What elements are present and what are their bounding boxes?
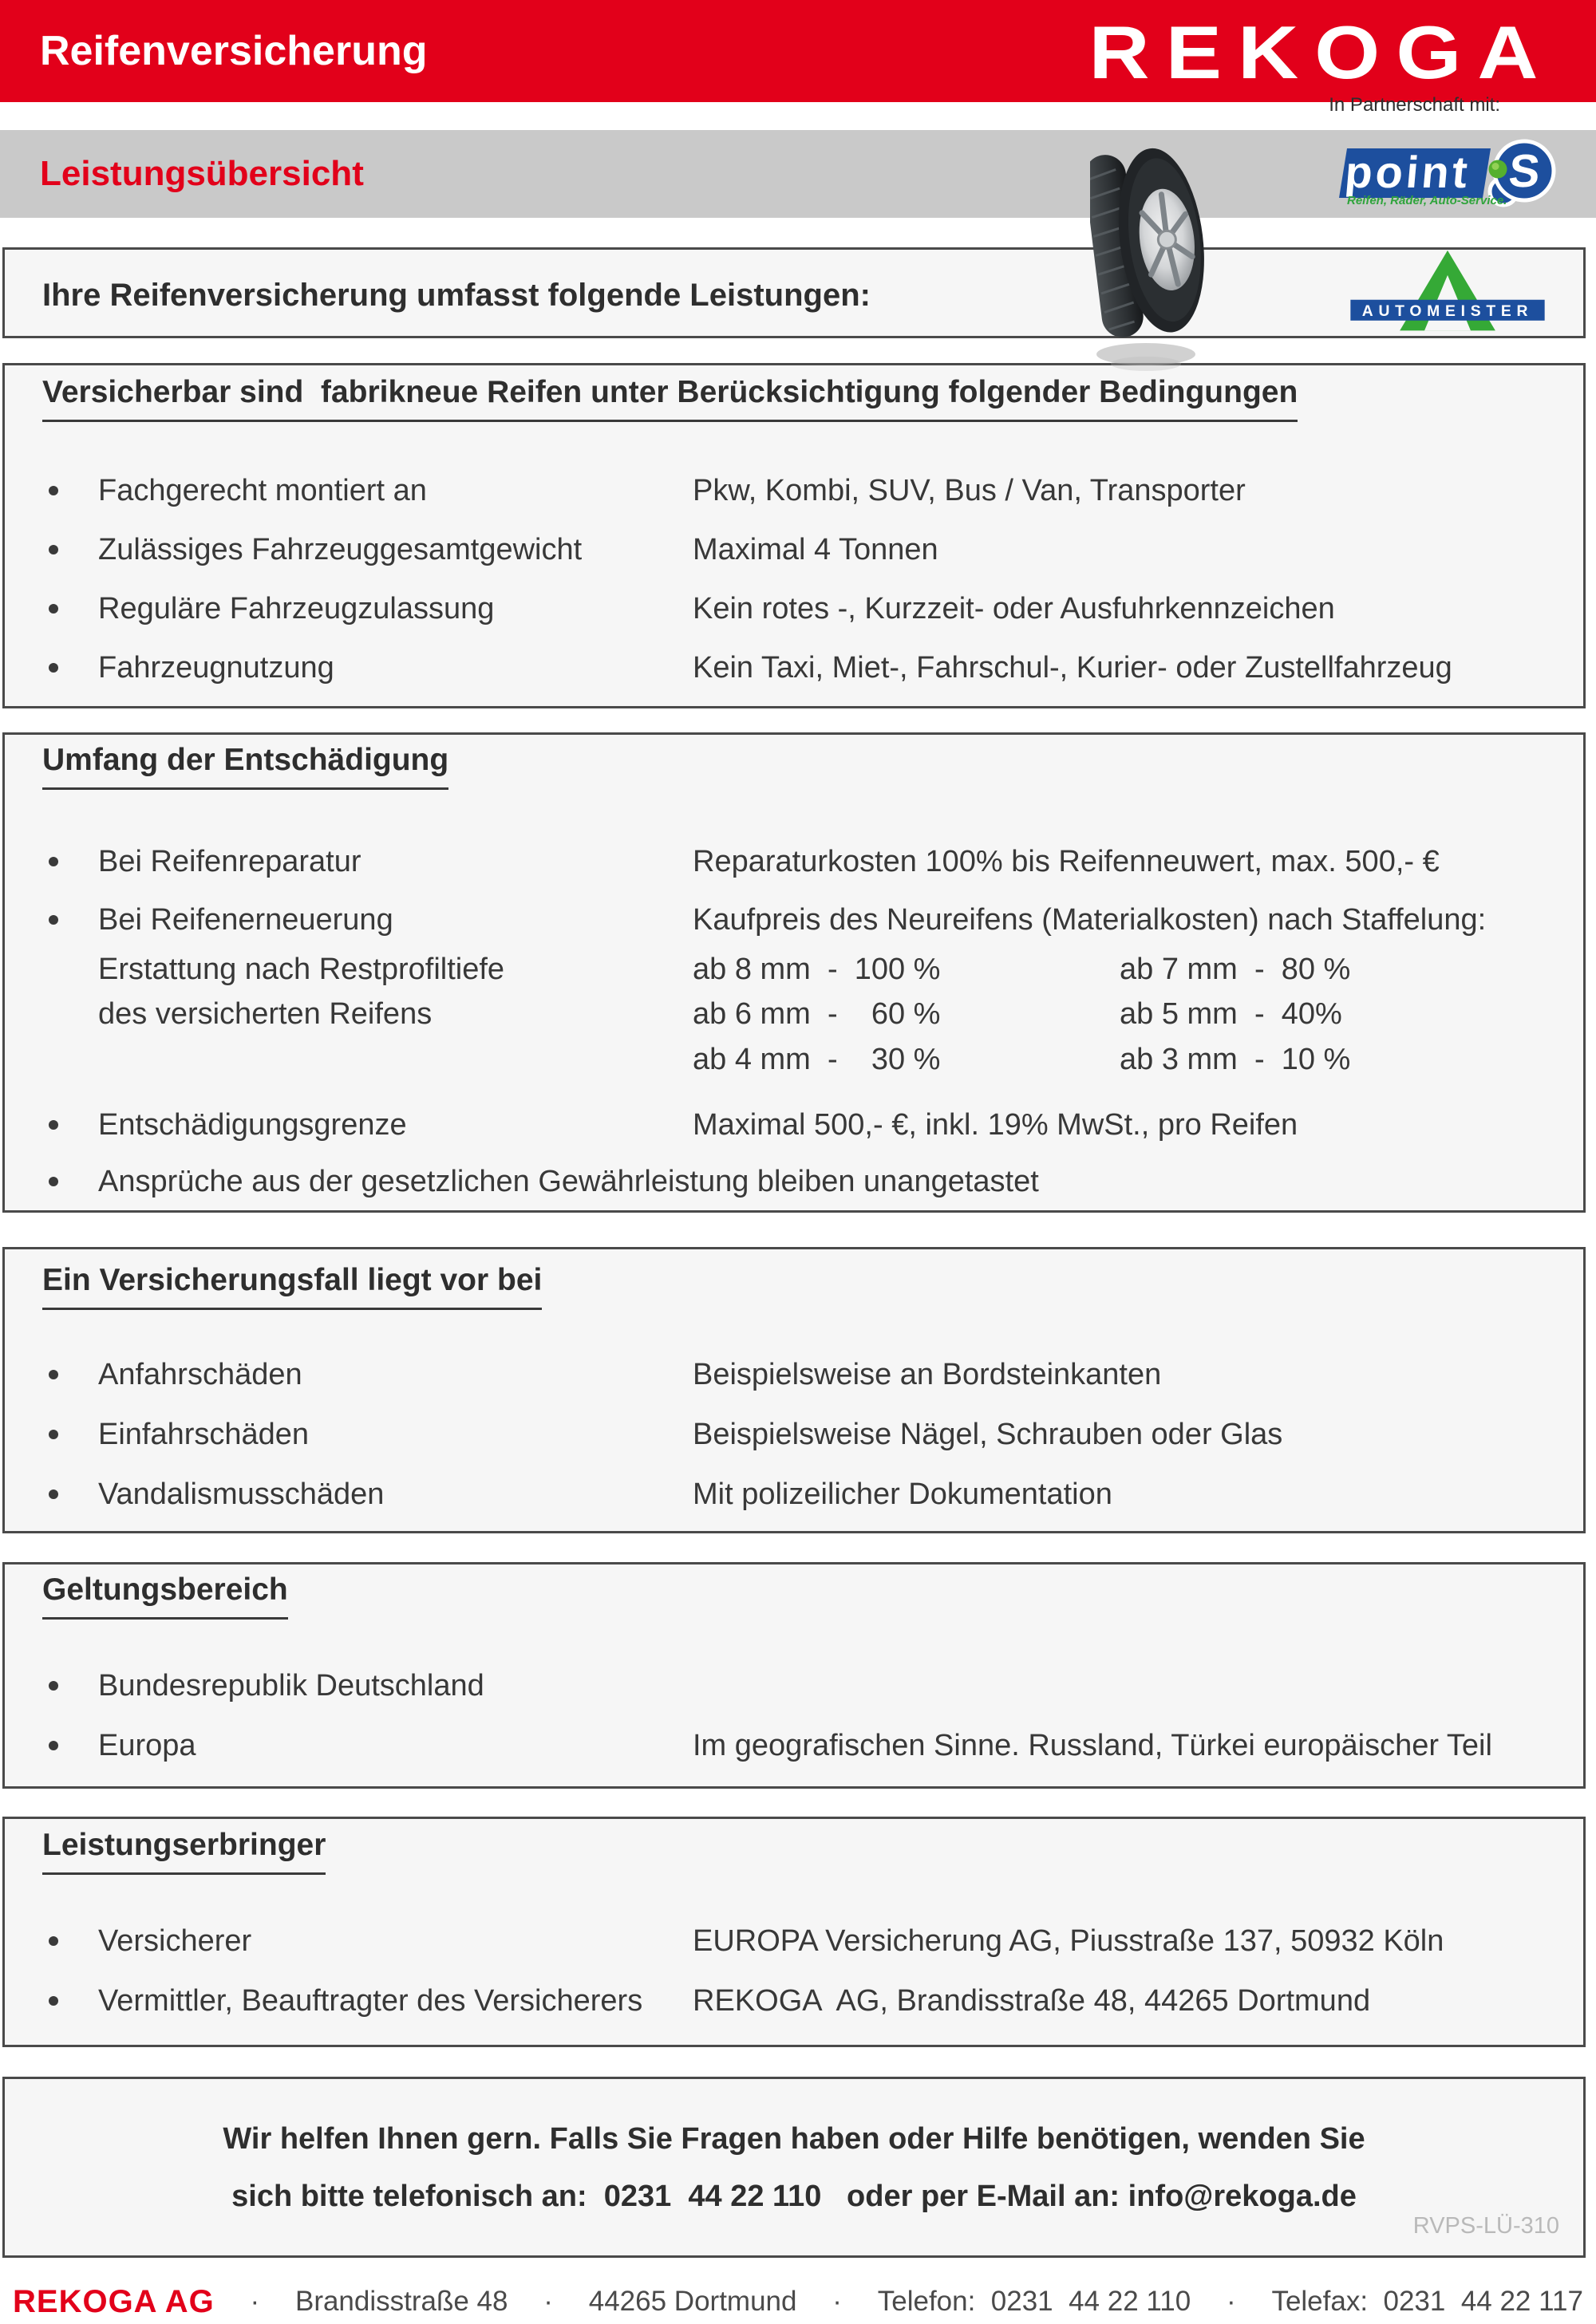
point-s-tagline: Reifen, Räder, Auto-Service. — [1347, 194, 1507, 207]
footer-fax: Telefax: 0231 44 22 117 — [1271, 2286, 1583, 2317]
item-label: Europa — [98, 1729, 196, 1762]
item-value: Reparaturkosten 100% bis Reifenneuwert, max. 500,- € — [693, 845, 1440, 878]
list-item — [5, 902, 1583, 938]
intro-text: Ihre Reifenversicherung umfasst folgende Leistungen: — [42, 278, 871, 313]
item-label: Vermittler, Beauftragter des Versicherers — [98, 1984, 643, 2018]
separator-dot: · — [832, 2286, 842, 2317]
section-umfang — [2, 732, 1586, 1213]
help-text-line1: Wir helfen Ihnen gern. Falls Sie Fragen haben oder Hilfe benötigen, wenden Sie — [223, 2122, 1365, 2156]
item-label: Anfahrschäden — [98, 1358, 302, 1391]
item-value: Kaufpreis des Neureifens (Materialkosten) nach Staffelung: — [693, 903, 1487, 937]
subtitle: Leistungsübersicht — [40, 154, 364, 193]
footer — [13, 2280, 1583, 2323]
section-heading: Leistungserbringer — [42, 1827, 326, 1875]
item-label: Erstattung nach Restprofiltiefe — [98, 953, 505, 986]
item-label: Bundesrepublik Deutschland — [98, 1669, 484, 1703]
bullet-icon — [49, 1681, 58, 1691]
list-item — [5, 843, 1583, 880]
item-value: Kein rotes -, Kurzzeit- oder Ausfuhrkennzeichen — [693, 592, 1335, 625]
point-s-wordmark: point — [1343, 147, 1473, 197]
tire-body — [1090, 145, 1214, 341]
item-value: Maximal 500,- €, inkl. 19% MwSt., pro Reifen — [693, 1108, 1298, 1142]
list-item — [5, 1416, 1583, 1453]
tread-depth-col1: ab 4 mm - 30 % — [693, 1043, 941, 1076]
header-bar — [0, 0, 1596, 102]
item-value: Beispielsweise an Bordsteinkanten — [693, 1358, 1162, 1391]
section-geltungsbereich — [2, 1562, 1586, 1789]
tread-depth-col2: ab 7 mm - 80 % — [1120, 953, 1351, 986]
item-label: Vandalismusschäden — [98, 1478, 385, 1511]
footer-address-city: 44265 Dortmund — [588, 2286, 797, 2317]
bullet-icon — [49, 604, 58, 614]
item-label: Bei Reifenreparatur — [98, 845, 361, 878]
tire-shadow-soft — [1111, 357, 1181, 371]
item-value: Mit polizeilicher Dokumentation — [693, 1478, 1112, 1511]
footer-brand: REKOGA AG — [13, 2283, 215, 2319]
list-item — [5, 1923, 1583, 1959]
section-heading: Ein Versicherungsfall liegt vor bei — [42, 1262, 542, 1310]
partnership-label: In Partnerschaft mit: — [1329, 94, 1500, 116]
item-label: Zulässiges Fahrzeuggesamtgewicht — [98, 533, 583, 566]
footer-address-street: Brandisstraße 48 — [294, 2286, 508, 2317]
section-leistungserbringer — [2, 1817, 1586, 2047]
list-item — [5, 531, 1583, 568]
list-item-continuation — [5, 996, 1583, 1032]
section-heading: Geltungsbereich — [42, 1572, 288, 1620]
bullet-icon — [49, 857, 58, 866]
list-item — [5, 1667, 1583, 1704]
rekoga-logo: REKOGA — [1088, 10, 1555, 94]
automeister-logo — [1347, 249, 1548, 338]
item-label: Reguläre Fahrzeugzulassung — [98, 592, 495, 625]
point-s-green-dot — [1489, 160, 1507, 179]
bullet-icon — [49, 1430, 58, 1439]
item-label: Einfahrschäden — [98, 1418, 310, 1451]
item-label: Ansprüche aus der gesetzlichen Gewährleistung bleiben unangetastet — [98, 1165, 1039, 1198]
item-value: Im geografischen Sinne. Russland, Türkei europäischer Teil — [693, 1729, 1492, 1762]
bullet-icon — [49, 663, 58, 673]
item-label: Versicherer — [98, 1924, 252, 1958]
separator-dot: · — [543, 2286, 553, 2317]
item-label: des versicherten Reifens — [98, 997, 433, 1031]
tire-image — [1090, 145, 1221, 377]
bullet-icon — [49, 1177, 58, 1186]
item-label: Bei Reifenerneuerung — [98, 903, 393, 937]
item-label: Fahrzeugnutzung — [98, 651, 334, 685]
item-value: Maximal 4 Tonnen — [693, 533, 938, 566]
point-s-green-dot-highlight — [1492, 163, 1499, 170]
bullet-icon — [49, 1741, 58, 1750]
item-value: Kein Taxi, Miet-, Fahrschul-, Kurier- oder Zustellfahrzeug — [693, 651, 1452, 685]
section-heading: Umfang der Entschädigung — [42, 742, 448, 790]
help-box — [2, 2077, 1586, 2258]
page-title: Reifenversicherung — [40, 28, 428, 74]
list-item — [5, 472, 1583, 509]
list-item — [5, 1356, 1583, 1393]
item-value: Beispielsweise Nägel, Schrauben oder Glas — [693, 1418, 1283, 1451]
bullet-icon — [49, 1489, 58, 1499]
list-item — [5, 649, 1583, 686]
item-value: REKOGA AG, Brandisstraße 48, 44265 Dortmund — [693, 1984, 1371, 2018]
tread-depth-col2: ab 3 mm - 10 % — [1120, 1043, 1351, 1076]
list-item-continuation — [5, 951, 1583, 988]
tread-depth-col2: ab 5 mm - 40% — [1120, 997, 1342, 1031]
help-text-line2: sich bitte telefonisch an: 0231 44 22 110 oder per E-Mail an: info@rekoga.de — [231, 2180, 1357, 2213]
item-label: Fachgerecht montiert an — [98, 474, 427, 507]
section-versicherbar — [2, 363, 1586, 708]
item-label: Entschädigungsgrenze — [98, 1108, 407, 1142]
footer-phone: Telefon: 0231 44 22 110 — [877, 2286, 1191, 2317]
list-item — [5, 590, 1583, 627]
bullet-icon — [49, 1936, 58, 1946]
item-value: Pkw, Kombi, SUV, Bus / Van, Transporter — [693, 474, 1246, 507]
tread-depth-col1: ab 6 mm - 60 % — [693, 997, 941, 1031]
separator-dot: · — [1226, 2286, 1236, 2317]
section-heading: Versicherbar sind fabrikneue Reifen unter Berücksichtigung folgender Bedingungen — [42, 374, 1298, 422]
bullet-icon — [49, 915, 58, 925]
bullet-icon — [49, 1120, 58, 1130]
section-versicherungsfall — [2, 1247, 1586, 1533]
point-s-letter: S — [1507, 145, 1543, 197]
list-item — [5, 1163, 1583, 1200]
automeister-wordmark: AUTOMEISTER — [1361, 303, 1534, 320]
bullet-icon — [49, 1996, 58, 2006]
list-item — [5, 1107, 1583, 1143]
bullet-icon — [49, 545, 58, 554]
list-item-continuation — [5, 1041, 1583, 1078]
bullet-icon — [49, 486, 58, 495]
item-value: EUROPA Versicherung AG, Piusstraße 137, 50932 Köln — [693, 1924, 1444, 1958]
list-item — [5, 1983, 1583, 2019]
list-item — [5, 1727, 1583, 1764]
tread-depth-col1: ab 8 mm - 100 % — [693, 953, 941, 986]
form-code: RVPS-LÜ-310 — [1412, 2213, 1559, 2239]
bullet-icon — [49, 1370, 58, 1379]
list-item — [5, 1476, 1583, 1513]
separator-dot: · — [250, 2286, 260, 2317]
